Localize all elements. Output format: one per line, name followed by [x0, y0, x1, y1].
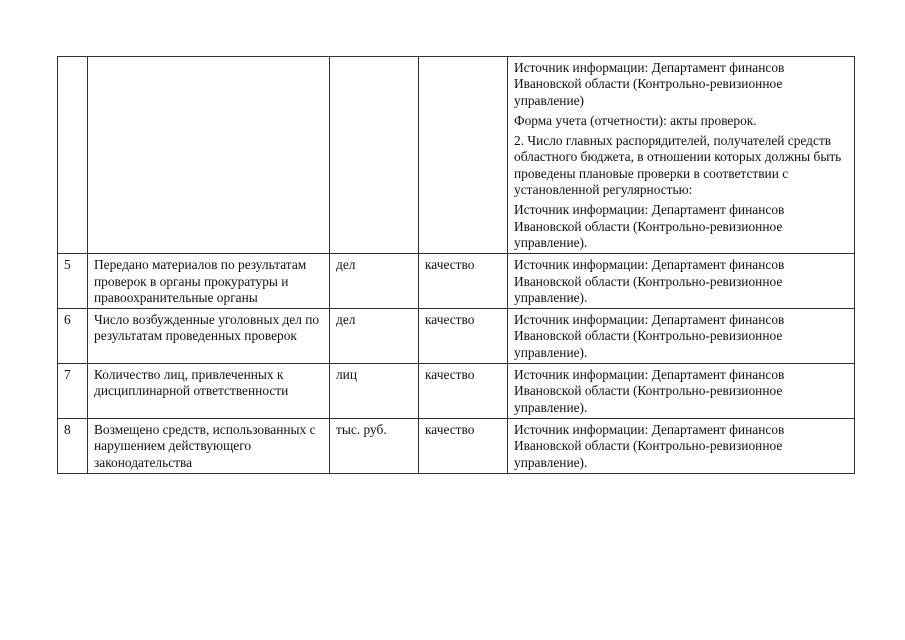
- source-cell: Источник информации: Департамент финансов Ивановской области (Контрольно-ревизионное управление).: [508, 309, 855, 364]
- source-cell: Источник информации: Департамент финансов Ивановской области (Контрольно-ревизионное управление).: [508, 364, 855, 419]
- row-number-cell: 5: [58, 254, 88, 309]
- row-number-cell: 8: [58, 418, 88, 473]
- indicator-name-cell: Число возбужденные уголовных дел по результатам проведенных проверок: [88, 309, 330, 364]
- indicator-name-cell: Передано материалов по результатам проверок в органы прокуратуры и правоохранительные органы: [88, 254, 330, 309]
- method-paragraph: 2. Число главных распорядителей, получателей средств областного бюджета, в отношении которых должны быть проведены плановые проверки в соответствии с установленной регулярностью:: [514, 133, 842, 198]
- indicator-name-cell: Количество лиц, привлеченных к дисциплинарной ответственности: [88, 364, 330, 419]
- indicator-type-cell: качество: [419, 309, 508, 364]
- source-cell: [508, 57, 855, 254]
- indicator-type-cell: качество: [419, 254, 508, 309]
- unit-cell: [330, 57, 419, 254]
- table-row-continuation: [58, 57, 855, 254]
- table-row: [58, 364, 855, 419]
- source-paragraph: Источник информации: Департамент финансов Ивановской области (Контрольно-ревизионное управление): [514, 60, 785, 108]
- row-number-cell: 7: [58, 364, 88, 419]
- indicator-type-cell: качество: [419, 418, 508, 473]
- table-row: [58, 309, 855, 364]
- unit-cell: дел: [330, 309, 419, 364]
- indicator-type-cell: [419, 57, 508, 254]
- table-row: [58, 254, 855, 309]
- table-row: [58, 418, 855, 473]
- unit-cell: лиц: [330, 364, 419, 419]
- indicator-name-cell: Возмещено средств, использованных с нарушением действующего законодательства: [88, 418, 330, 473]
- source-cell: Источник информации: Департамент финансов Ивановской области (Контрольно-ревизионное управление).: [508, 418, 855, 473]
- indicator-table: [57, 56, 855, 474]
- row-number-cell: 6: [58, 309, 88, 364]
- report-form-paragraph: Форма учета (отчетности): акты проверок.: [514, 112, 757, 128]
- indicator-type-cell: качество: [419, 364, 508, 419]
- unit-cell: тыс. руб.: [330, 418, 419, 473]
- row-number-cell: [58, 57, 88, 254]
- source-paragraph: Источник информации: Департамент финансов Ивановской области (Контрольно-ревизионное управление).: [514, 202, 785, 250]
- unit-cell: дел: [330, 254, 419, 309]
- source-cell: Источник информации: Департамент финансов Ивановской области (Контрольно-ревизионное управление).: [508, 254, 855, 309]
- indicator-name-cell: [88, 57, 330, 254]
